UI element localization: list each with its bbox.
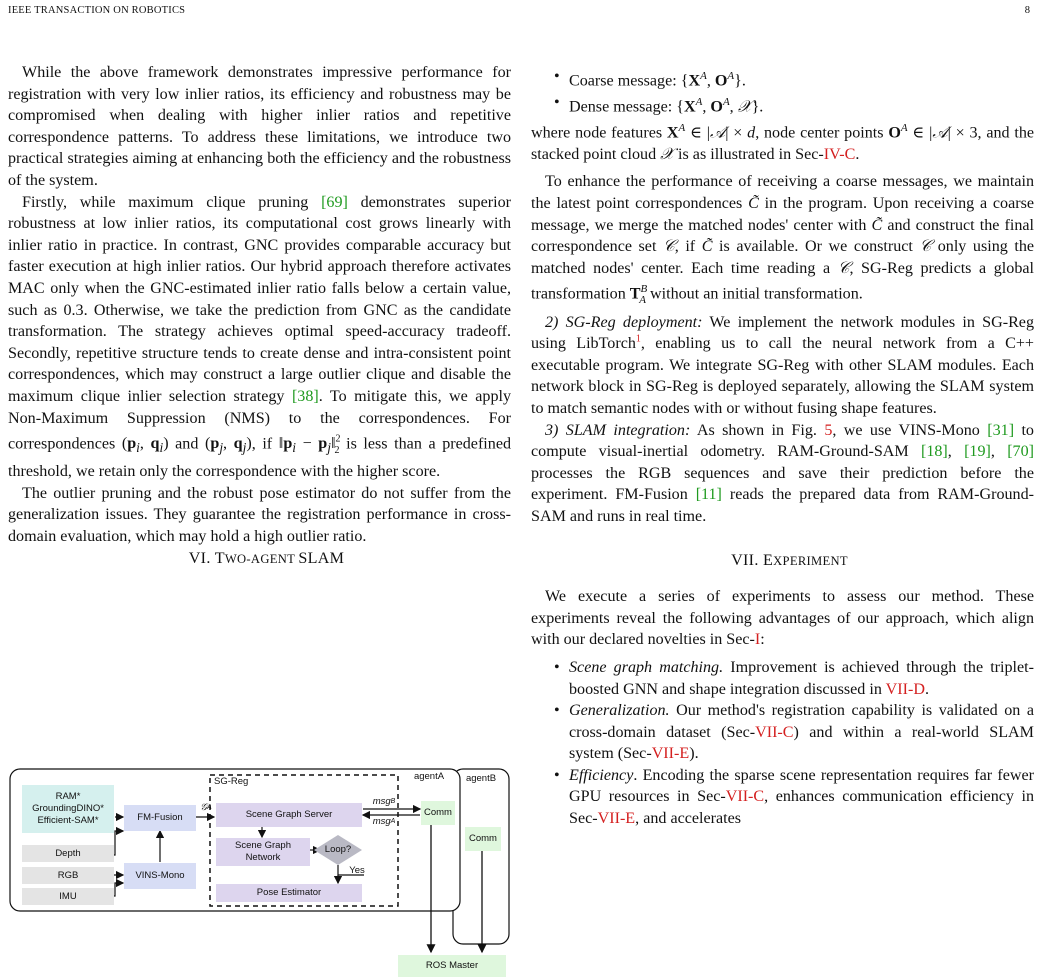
agent-b-label: agentB [465,773,497,784]
graph-symbol: 𝒢 A [200,802,212,813]
imu-box: IMU [22,888,114,905]
depth-box: Depth [22,845,114,862]
msg-b-label: msg B [372,795,396,807]
paragraph-integration: 3) SLAM integration: As shown in Fig. 5, we use VINS-Mono [31] to compute visual-inertial odometry. RAM-Ground-SAM [18], [19], [70] processes the RGB sequences and save their prediction before the experiment. FM-Fusion [11] reads the prepared data from RAM-Ground-SAM and runs in real time. [531,421,1034,525]
page-number: 8 [1024,5,1030,16]
sg-reg-label: SG-Reg [214,776,249,787]
math-norm: $‖p_i$ − $p_j‖^2_2$ [278,434,341,456]
rgb-box: RGB [22,867,114,884]
link-sec-vii-c[interactable]: VII-C [755,723,794,741]
comm-a-box: Comm [421,801,455,825]
paragraph-strategies: Firstly, while maximum clique pruning [69] demonstrates superior robustness at low inlier ratios, its computational cost grows linearly with inlier ratio in practice. In contrast, GNC provides comparable accuracy but faster execution at high inlier ratios. Our hybrid approach therefore activates MAC only when the GNC-estimated inlier ratio falls below a certain value, such as 0.3. Otherwise, we take the prediction from GNC as the candidate transformation. The strategy achieves optimal speed-accuracy tradeoff. Secondly, repetitive structure tends to create dense and intra-consistent point correspondences, which may construct a large outlier clique and disable the maximum clique inlier selection strategy [38]. To mitigate this, we apply Non-Maximum Suppression (NMS) to the correspondences. For correspondences ($p_i$, $q_i$) and ($p_j$, $q_j$), if $‖p_i$ − $p_j‖^2_2$ is less than a predefined threshold, we retain only the correspondence with the higher score. [8,193,512,481]
citation-19[interactable]: [19] [964,443,991,461]
link-sec-vii-c-2[interactable]: VII-C [725,788,765,806]
advantages-list [531,657,1034,830]
paragraph-experiment: We execute a series of experiments to assess our method. These experiments reveal the following advantages of our approach, which align with our declared novelties in Sec-I: [531,588,1034,649]
list-item-scene-graph-matching: • Scene graph matching. Improvement is achieved through the triplet-boosted GNN and shape integration discussed in VII-D. [569,657,1034,700]
link-sec-iv-c[interactable]: IV-C [823,145,856,163]
ros-master-box: ROS Master [398,955,506,977]
paragraph-coarse: To enhance the performance of receiving a coarse messages, we maintain the latest point correspondences C̃ in the program. Upon receiving a coarse message, we merge the matched nodes' center with C̃ and construct the final correspondence set 𝒞, if C̃ is available. Or we construct 𝒞 only using the matched nodes' center. Each time reading a 𝒞, SG-Reg predicts a global transformation $T^B_A$ without an initial transformation. [531,173,1035,306]
msg-a-label: msg A [372,815,396,827]
paragraph-where: where node features $X^A$ ∈ |𝒜| × d, node center points $O^A$ ∈ |𝒜| × 3, and the stacked point cloud 𝒳 is as illustrated in Sec-IV-C. [531,121,1035,163]
vins-mono-box: VINS-Mono [124,863,196,889]
link-fig-5[interactable]: 5 [824,421,833,439]
math-corr-i: ($p_i$, $q_i$) [121,435,169,456]
link-sec-vii-e-2[interactable]: VII-E [597,810,636,828]
section-title-vi: VI. TWO-AGENT SLAM [188,549,345,567]
right-column [531,66,1034,830]
journal-name: IEEE TRANSACTION ON ROBOTICS [8,5,186,16]
link-sec-vii-e[interactable]: VII-E [651,745,690,763]
paragraph-outlier: The outlier pruning and the robust pose estimator do not suffer from the generalization issues. They guarantee the registration performance in cross-domain evaluation, which may hold a high outlier ratio. [8,484,511,546]
list-item-generalization: • Generalization. Our method's registration capability is validated on a cross-domain dataset (Sec-VII-C) and within a real-world SLAM system (Sec-VII-E). [569,700,1034,765]
ram-groundingdino-sam-box: RAM* GroundingDINO* Efficient-SAM* [22,785,114,833]
footnote-1[interactable]: 1 [635,333,641,345]
list-item-coarse: • Coarse message: {$X^A$, $O^A$}. [569,66,1034,92]
link-sec-vii-d[interactable]: VII-D [885,680,925,698]
citation-18[interactable]: [18] [920,443,948,461]
section-title-vii: VII. EXPERIMENT [731,551,848,569]
paragraph-deployment: 2) SG-Reg deployment: We implement the network modules in SG-Reg using LibTorch$^1$, enabling us to call the neural network from a C++ executable program. We integrate SG-Reg with other SLAM modules. Each network block in SG-Reg is deployed separately, allowing the SLAM system to match semantic nodes with or without fusing shape features. [531,313,1034,417]
agent-a-label: agentA [413,771,445,782]
citation-11[interactable]: [11] [695,486,722,504]
citation-69[interactable]: [69] [321,193,348,211]
citation-70[interactable]: [70] [1007,443,1034,461]
link-sec-i[interactable]: I [754,631,761,649]
scene-graph-server-box: Scene Graph Server [216,803,362,827]
citation-31[interactable]: [31] [987,421,1015,439]
left-column [8,62,511,570]
list-item-dense: • Dense message: {$X^A$, $O^A$, 𝒳}. [569,92,1034,118]
loop-decision: Loop? [324,844,352,855]
math-corr-j: ($p_j$, $q_j$) [205,435,252,456]
citation-38[interactable]: [38] [291,387,319,405]
scene-graph-network-box: Scene Graph Network [216,838,310,866]
yes-label: Yes [349,865,365,876]
system-diagram [8,765,514,977]
paragraph-intro: While the above framework demonstrates impressive performance for registration with very low inlier ratios, its efficiency and robustness may be compromised when dealing with higher inlier ratios and repetitive correspondence patterns. To address these limitations, we introduce two practical strategies aiming at enhancing both the efficiency and the robustness of the system. [8,64,511,189]
pose-estimator-box: Pose Estimator [216,884,362,902]
comm-b-box: Comm [465,827,501,851]
list-item-efficiency: • Efficiency. Encoding the sparse scene representation requires far fewer GPU resources in Sec-VII-C, enhances communication efficiency in Sec-VII-E, and accelerates [569,765,1034,830]
message-list [531,66,1034,118]
fm-fusion-box: FM-Fusion [124,805,196,831]
running-header [0,0,1042,30]
